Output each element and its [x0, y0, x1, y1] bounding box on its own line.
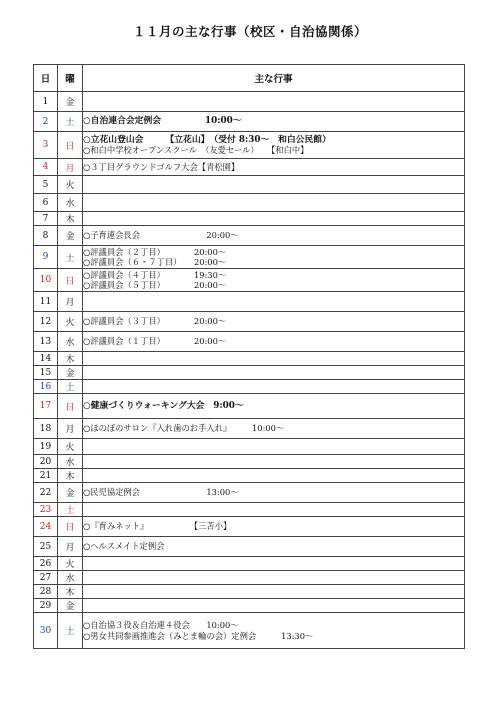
day-cell: 12	[34, 312, 58, 332]
event-line: ○子育連会長会 20:00～	[83, 230, 239, 241]
day-cell: 7	[34, 212, 58, 226]
weekday-cell: 金	[58, 366, 83, 380]
table-row	[34, 394, 465, 419]
weekday-cell: 水	[58, 455, 83, 469]
events-cell	[83, 332, 465, 352]
table-row	[34, 557, 465, 571]
day-cell: 16	[34, 380, 58, 394]
table-row	[34, 469, 465, 483]
day-cell: 30	[34, 613, 58, 649]
event-line: ○ヘルスメイト定例会	[83, 541, 165, 552]
events-cell	[83, 455, 465, 469]
day-cell: 3	[34, 132, 58, 159]
event-line: ○男女共同参画推進会（みとま輪の会）定例会 13:30～	[83, 630, 314, 641]
events-cell	[83, 469, 465, 483]
table-row	[34, 503, 465, 517]
event-line: ○和白中学校オープンスクール （友愛セール） 【和白中】	[83, 145, 309, 155]
weekday-cell: 水	[58, 571, 83, 585]
event-line: ○自治協３役＆自治連４役会 10:00～	[83, 620, 239, 630]
table-row	[34, 176, 465, 194]
table-row	[34, 332, 465, 352]
table-header-row	[34, 65, 465, 92]
weekday-cell: 金	[58, 483, 83, 503]
day-cell: 27	[34, 571, 58, 585]
weekday-cell: 木	[58, 212, 83, 226]
day-cell: 4	[34, 159, 58, 176]
table-row	[34, 226, 465, 246]
table-row	[34, 439, 465, 455]
day-cell: 25	[34, 537, 58, 557]
events-cell	[83, 585, 465, 599]
events-cell	[83, 599, 465, 613]
events-column-header: 主な行事	[83, 65, 465, 92]
event-line: ○評議員会（２丁目） 20:00～	[83, 246, 227, 257]
weekday-cell: 火	[58, 176, 83, 194]
weekday-cell: 日	[58, 132, 83, 159]
weekday-cell: 金	[58, 599, 83, 613]
day-cell: 17	[34, 394, 58, 419]
weekday-cell: 火	[58, 557, 83, 571]
table-row	[34, 599, 465, 613]
day-cell: 10	[34, 269, 58, 292]
day-cell: 24	[34, 517, 58, 537]
weekday-cell: 日	[58, 394, 83, 419]
events-cell	[83, 394, 465, 419]
event-line: ○評議員会（５丁目） 20:00～	[83, 280, 227, 290]
events-cell	[83, 557, 465, 571]
day-cell: 29	[34, 599, 58, 613]
day-cell: 2	[34, 112, 58, 132]
weekday-cell: 木	[58, 352, 83, 366]
events-cell	[83, 366, 465, 380]
weekday-cell: 火	[58, 439, 83, 455]
weekday-cell: 日	[58, 517, 83, 537]
table-row	[34, 312, 465, 332]
page-title: １１月の主な行事（校区・自治協関係）	[132, 24, 367, 39]
day-cell: 14	[34, 352, 58, 366]
table-row	[34, 112, 465, 132]
day-cell: 18	[34, 419, 58, 439]
day-cell: 6	[34, 194, 58, 212]
events-cell	[83, 312, 465, 332]
events-cell	[83, 176, 465, 194]
weekday-cell: 火	[58, 312, 83, 332]
weekday-cell: 土	[58, 246, 83, 269]
table-row	[34, 366, 465, 380]
events-cell	[83, 226, 465, 246]
events-cell	[83, 269, 465, 292]
weekday-cell: 土	[58, 503, 83, 517]
events-cell	[83, 112, 465, 132]
day-cell: 9	[34, 246, 58, 269]
day-cell: 22	[34, 483, 58, 503]
table-row	[34, 613, 465, 649]
weekday-cell: 木	[58, 585, 83, 599]
day-column-header: 日	[34, 65, 58, 92]
table-row	[34, 419, 465, 439]
table-row	[34, 352, 465, 366]
event-line: ○ほのぼのサロン『入れ歯のお手入れ』 10:00～	[83, 423, 285, 434]
table-row	[34, 537, 465, 557]
day-cell: 5	[34, 176, 58, 194]
events-cell	[83, 352, 465, 366]
event-line: ○評議員会（４丁目） 19:30～	[83, 269, 227, 280]
day-cell: 20	[34, 455, 58, 469]
events-cell	[83, 132, 465, 159]
events-cell	[83, 439, 465, 455]
table-row	[34, 585, 465, 599]
events-table	[33, 64, 465, 649]
day-cell: 13	[34, 332, 58, 352]
weekday-cell: 月	[58, 537, 83, 557]
table-row	[34, 212, 465, 226]
event-line: ○民児協定例会 13:00～	[83, 487, 239, 498]
events-cell	[83, 212, 465, 226]
day-cell: 11	[34, 292, 58, 312]
events-cell	[83, 537, 465, 557]
day-cell: 28	[34, 585, 58, 599]
day-cell: 26	[34, 557, 58, 571]
table-row	[34, 517, 465, 537]
event-line: ○評議員会（６・７丁目） 20:00～	[83, 257, 227, 267]
table-row	[34, 194, 465, 212]
event-line: ○評議員会（１丁目） 20:00～	[83, 336, 227, 347]
day-cell: 15	[34, 366, 58, 380]
event-line: ○自治連合会定例会 10:00～	[83, 116, 242, 127]
day-cell: 19	[34, 439, 58, 455]
event-line: ○『育みネット』 【三苫小】	[83, 521, 232, 532]
event-line: ○３丁目グラウンドゴルフ大会【青松園】	[83, 161, 240, 172]
weekday-cell: 水	[58, 332, 83, 352]
table-row	[34, 159, 465, 176]
event-line: ○立花山登山会 【立花山】 （受付 8:30～ 和白公民館）	[83, 134, 331, 145]
table-row	[34, 132, 465, 159]
table-row	[34, 571, 465, 585]
events-cell	[83, 483, 465, 503]
event-line: ○評議員会（３丁目） 20:00～	[83, 316, 227, 327]
events-cell	[83, 517, 465, 537]
weekday-cell: 月	[58, 159, 83, 176]
table-row	[34, 92, 465, 112]
weekday-cell: 木	[58, 469, 83, 483]
weekday-cell: 金	[58, 226, 83, 246]
weekday-cell: 月	[58, 292, 83, 312]
events-cell	[83, 380, 465, 394]
event-line: ○健康づくりウォーキング大会 9:00～	[83, 400, 244, 411]
weekday-cell: 金	[58, 92, 83, 112]
events-cell	[83, 503, 465, 517]
table-row	[34, 269, 465, 292]
table-row	[34, 380, 465, 394]
weekday-cell: 土	[58, 380, 83, 394]
table-row	[34, 455, 465, 469]
weekday-cell: 日	[58, 269, 83, 292]
events-cell	[83, 419, 465, 439]
table-body	[34, 92, 465, 649]
events-cell	[83, 159, 465, 176]
table-row	[34, 246, 465, 269]
events-cell	[83, 292, 465, 312]
events-cell	[83, 571, 465, 585]
events-cell	[83, 613, 465, 649]
day-cell: 1	[34, 92, 58, 112]
weekday-cell: 月	[58, 419, 83, 439]
events-cell	[83, 194, 465, 212]
day-cell: 23	[34, 503, 58, 517]
weekday-cell: 水	[58, 194, 83, 212]
day-cell: 8	[34, 226, 58, 246]
weekday-cell: 土	[58, 112, 83, 132]
weekday-column-header: 曜	[58, 65, 83, 92]
events-cell	[83, 246, 465, 269]
events-cell	[83, 92, 465, 112]
day-cell: 21	[34, 469, 58, 483]
table-row	[34, 483, 465, 503]
weekday-cell: 土	[58, 613, 83, 649]
table-row	[34, 292, 465, 312]
